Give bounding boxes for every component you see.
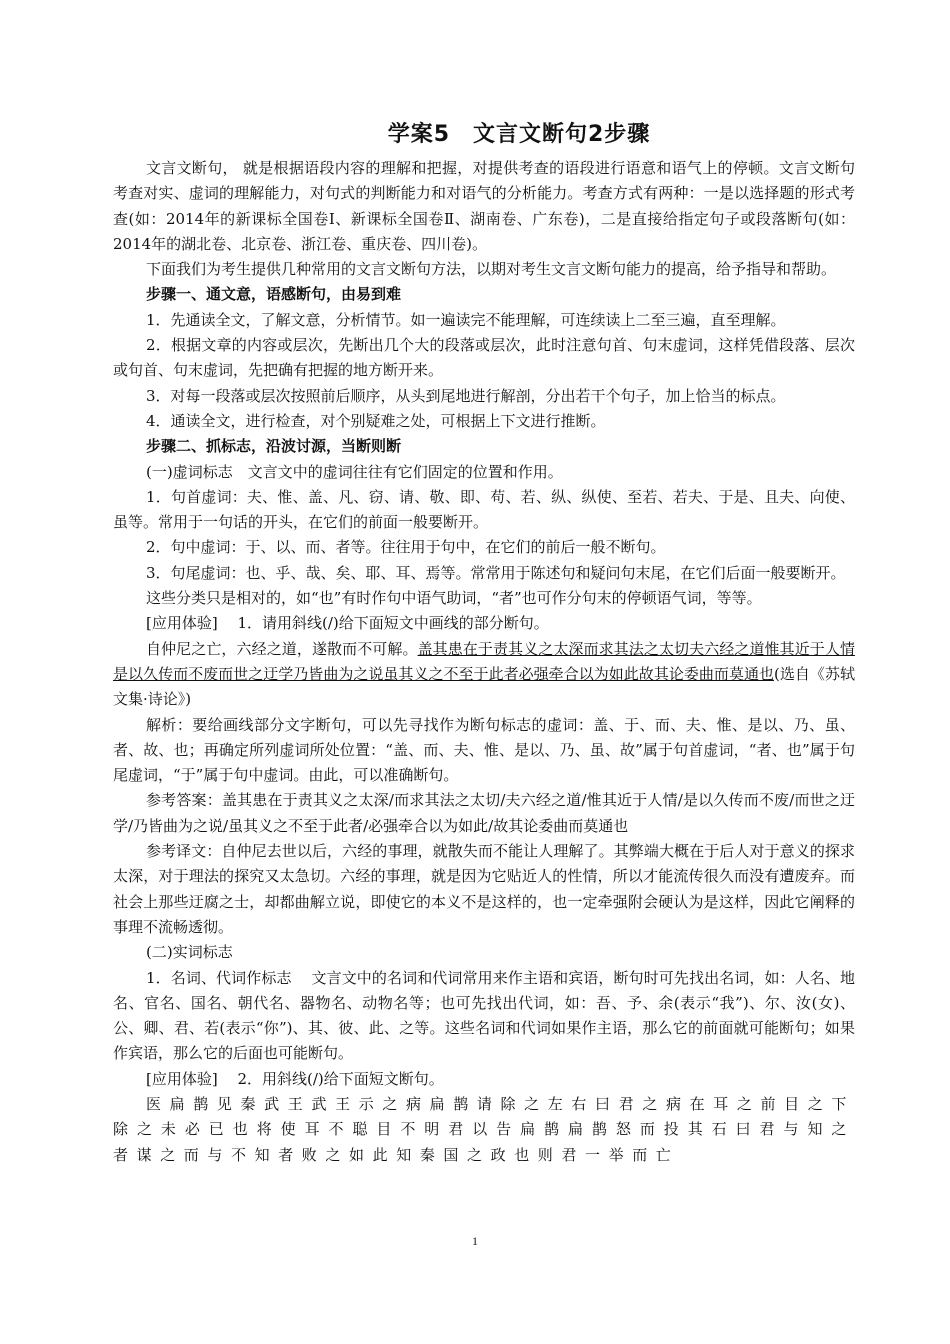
passage-underlined-text: 盖其患在于责其义之太深而求其法之太切夫六经之道惟其近于人情是以久传而不废而世之迂学乃皆曲为之说虽其义之不至于此者必强牵合以为如此故其论委曲而莫通也	[113, 639, 855, 683]
reference-answer: 参考答案：盖其患在于责其义之太深/而求其法之太切/夫六经之道/惟其近于人情/是以久传而不废/而世之迂学/乃皆曲为之说/虽其义之不至于此者/必强牵合以为如此/故其论委曲而莫通也	[113, 791, 855, 835]
step2-item: 1．句首虚词：夫、惟、盖、凡、窃、请、敬、即、苟、若、纵、纵使、至若、若夫、于是、且夫、向使、虽等。常用于一句话的开头，在它们的前面一般要断开。	[113, 487, 855, 532]
noun-pronoun-item: 1．名词、代词作标志 文言文中的名词和代词常用来作主语和宾语，断句时可先找出名词，如：人名、地名、官名、国名、朝代名、器物名、动物名等；也可先找出代词，如：吾、予、余(表示“我”)、尔、汝(女)、公、卿、君、若(表示“你”)、其、彼、此、之等。这些名词和代词如果作主语，那么它的前面就可能断句；如果作宾语，那么它的后面也可能断句。	[113, 968, 855, 1063]
exercise-2-passage: 医扁鹊见秦武王武王示之病扁鹊请除之左右曰君之病在耳之前目之下除之未必已也将使耳不聪目不明君以告扁鹊扁鹊怒而投其石曰君与知之者谋之而与不知者败之如此知秦国之政也则君一举而亡	[113, 1094, 855, 1164]
step2-heading: 步骤二、抓标志，沿波讨源，当断则断	[146, 437, 402, 456]
function-word-section: (一)虚词标志 文言文中的虚词往往有它们固定的位置和作用。	[146, 462, 563, 481]
reference-translation: 参考译文：自仲尼去世以后，六经的事理，就散失而不能让人理解了。其弊端大概在于后人对于意义的探求太深，对于理法的探究又太急切。六经的事理，就是因为它贴近人的性情，所以才能流传很久而没有遭废弃。而社会上那些迂腐之士，却都曲解立说，即使它的本义不是这样的，也一定牵强附会硬认为是这样，因此它阐释的事理不流畅透彻。	[113, 842, 855, 936]
exercise-2-prompt: [应用体验] 2．用斜线(/)给下面短文断句。	[146, 1069, 444, 1088]
content-word-section: (二)实词标志	[146, 943, 233, 962]
step2-item: 2．句中虚词：于、以、而、者等。往往用于句中，在它们的前后一般不断句。	[146, 538, 666, 557]
step1-item: 3．对每一段落或层次按照前后顺序，从头到尾地进行解剖，分出若干个句子，加上恰当的标点。	[146, 386, 786, 405]
passage-plain-text: 自仲尼之亡，六经之道，遂散而不可解。	[146, 639, 418, 658]
page-title: 学案5 文言文断句2步骤	[387, 122, 651, 147]
document-page	[113, 118, 855, 1168]
step2-item: 3．句尾虚词：也、乎、哉、矣、耶、耳、焉等。常常用于陈述句和疑问句末尾，在它们后面一般要断开。	[146, 563, 846, 582]
exercise-1-passage	[113, 637, 855, 713]
page-number: 1	[472, 1234, 478, 1248]
analysis-paragraph: 解析：要给画线部分文字断句，可以先寻找作为断句标志的虚词：盖、于、而、夫、惟、是以、乃、虽、者、故、也；再确定所列虚词所处位置：“盖、而、夫、惟、是以、乃、虽、故”属于句首虚词，“者、也”属于句尾虚词，“于”属于句中虚词。由此，可以准确断句。	[113, 715, 855, 785]
intro-paragraph-2: 下面我们为考生提供几种常用的文言文断句方法，以期对考生文言文断句能力的提高，给予指导和帮助。	[146, 260, 837, 279]
classification-note: 这些分类只是相对的，如“也”有时作句中语气助词，“者”也可作分句末的停顿语气词，等等。	[146, 589, 762, 608]
step1-item: 4．通读全文，进行检查，对个别疑难之处，可根据上下文进行推断。	[146, 411, 606, 430]
passage-source: (选自《苏轼文集·诗论》)	[113, 664, 855, 709]
step1-heading: 步骤一、通文意，语感断句，由易到难	[146, 285, 402, 304]
intro-paragraph-1: 文言文断句， 就是根据语段内容的理解和把握，对提供考查的语段进行语意和语气上的停顿。文言文断句考查对实、虚词的理解能力，对句式的判断能力和对语气的分析能力。考查方式有两种：一是以选择题的形式考查(如：2014年的新课标全国卷Ⅰ、新课标全国卷Ⅱ、湖南卷、广东卷)，二是直接给指定句子或段落断句(如：2014年的湖北卷、北京卷、浙江卷、重庆卷、四川卷)。	[113, 159, 855, 253]
step1-item: 2．根据文章的内容或层次，先断出几个大的段落或层次，此时注意句首、句末虚词，这样凭借段落、层次或句首、句末虚词，先把确有把握的地方断开来。	[113, 336, 855, 380]
step1-item: 1．先通读全文，了解文意，分析情节。如一遍读完不能理解，可连续读上二至三遍，直至理解。	[146, 310, 786, 329]
exercise-1-prompt: [应用体验] 1．请用斜线(/)给下面短文中画线的部分断句。	[146, 614, 549, 633]
